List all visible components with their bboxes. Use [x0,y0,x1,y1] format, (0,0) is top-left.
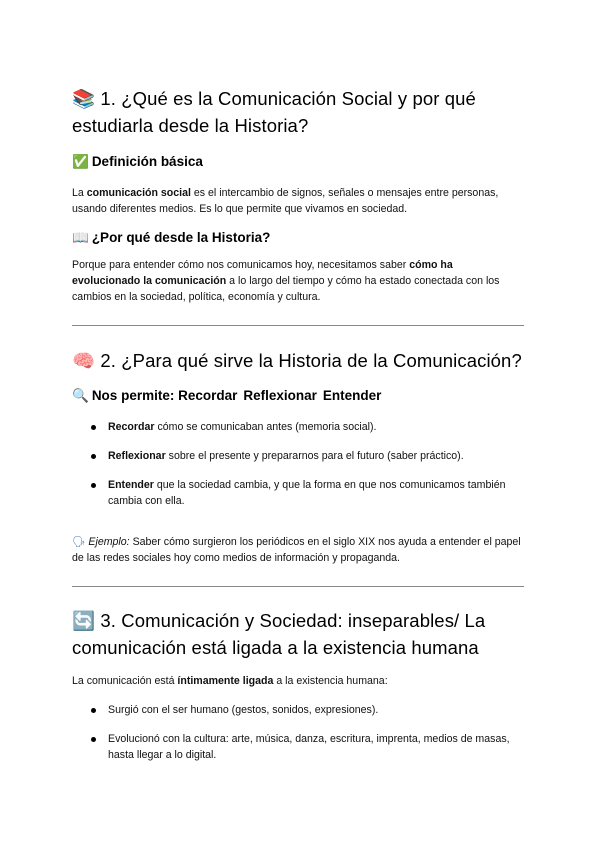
cycle-arrows-icon: 🔄 [72,611,96,632]
why-text-pre: Porque para entender cómo nos comunicamos hoy, necesitamos saber [72,259,410,271]
open-book-icon: 📖 [72,230,89,246]
why-history-paragraph [72,257,524,305]
list-item: Evolucionó con la cultura: arte, música, danza, escritura, imprenta, medios de masas, hasta llegar a lo digital. [72,731,524,763]
document-page [72,86,524,763]
evolution-list [72,702,524,763]
example-text: Saber cómo surgieron los periódicos en el siglo XIX nos ayuda a entender el papel de las redes sociales hoy como medios de información y propaganda. [72,536,521,564]
list-item-text: cómo se comunicaban antes (memoria social). [154,421,377,433]
list-item-bold: Recordar [108,421,155,433]
why-bold-phrase: cómo ha evolucionado la comunicación [72,259,453,287]
list-item-text: sobre el presente y prepararnos para el futuro (saber práctico). [165,450,464,462]
allows-heading [72,387,524,405]
section-1-title [72,86,524,139]
definition-heading [72,153,524,171]
definition-heading-text: Definición básica [91,154,203,169]
definition-text-post: es el intercambio de signos, señales o mensajes entre personas, usando diferentes medios. Es lo que permite que vivamos en sociedad. [72,187,499,215]
magnifier-icon: 🔍 [72,388,89,404]
list-item-bold: Entender [108,479,154,491]
example-label: Ejemplo: [88,536,130,548]
list-item [72,448,524,464]
allows-word-recordar: Recordar [178,388,238,403]
section-2-title-text: 2. ¿Para qué sirve la Historia de la Comunicación? [100,350,522,371]
section-3-title [72,608,524,661]
definition-text-pre: La [72,187,87,199]
why-history-heading [72,229,524,247]
section-2-title [72,348,524,375]
books-icon: 📚 [72,89,96,110]
intro-text-pre: La comunicación está [72,675,178,687]
list-item-bold: Reflexionar [108,450,166,462]
speaking-head-icon: 🗣 [72,536,86,548]
section-3-title-text: 3. Comunicación y Sociedad: inseparables/ La comunicación está ligada a la existencia humana [72,610,486,658]
section-1-title-text: 1. ¿Qué es la Comunicación Social y por qué estudiarla desde la Historia? [72,88,476,136]
list-item [72,477,524,509]
intro-text-post: a la existencia humana: [273,675,388,687]
allows-word-reflexionar: Reflexionar [243,388,317,403]
purpose-list [72,419,524,509]
list-item-text: que la sociedad cambia, y que la forma en que nos comunicamos también cambia con ella. [108,479,506,507]
definition-paragraph [72,185,524,217]
intro-paragraph [72,673,524,689]
section-divider [72,586,524,587]
example-paragraph [72,534,524,566]
section-divider [72,325,524,326]
brain-icon: 🧠 [72,351,96,372]
allows-word-entender: Entender [322,388,382,403]
check-mark-icon: ✅ [72,154,89,170]
list-item [72,419,524,435]
definition-bold-term: comunicación social [86,187,191,199]
allows-heading-prefix: Nos permite: [91,388,175,403]
why-history-heading-text: ¿Por qué desde la Historia? [91,230,271,245]
why-text-post: a lo largo del tiempo y cómo ha estado conectada con los cambios en la sociedad, política, economía y cultura. [72,275,500,303]
intro-bold-phrase: íntimamente ligada [177,675,274,687]
list-item: Surgió con el ser humano (gestos, sonidos, expresiones). [72,702,524,718]
